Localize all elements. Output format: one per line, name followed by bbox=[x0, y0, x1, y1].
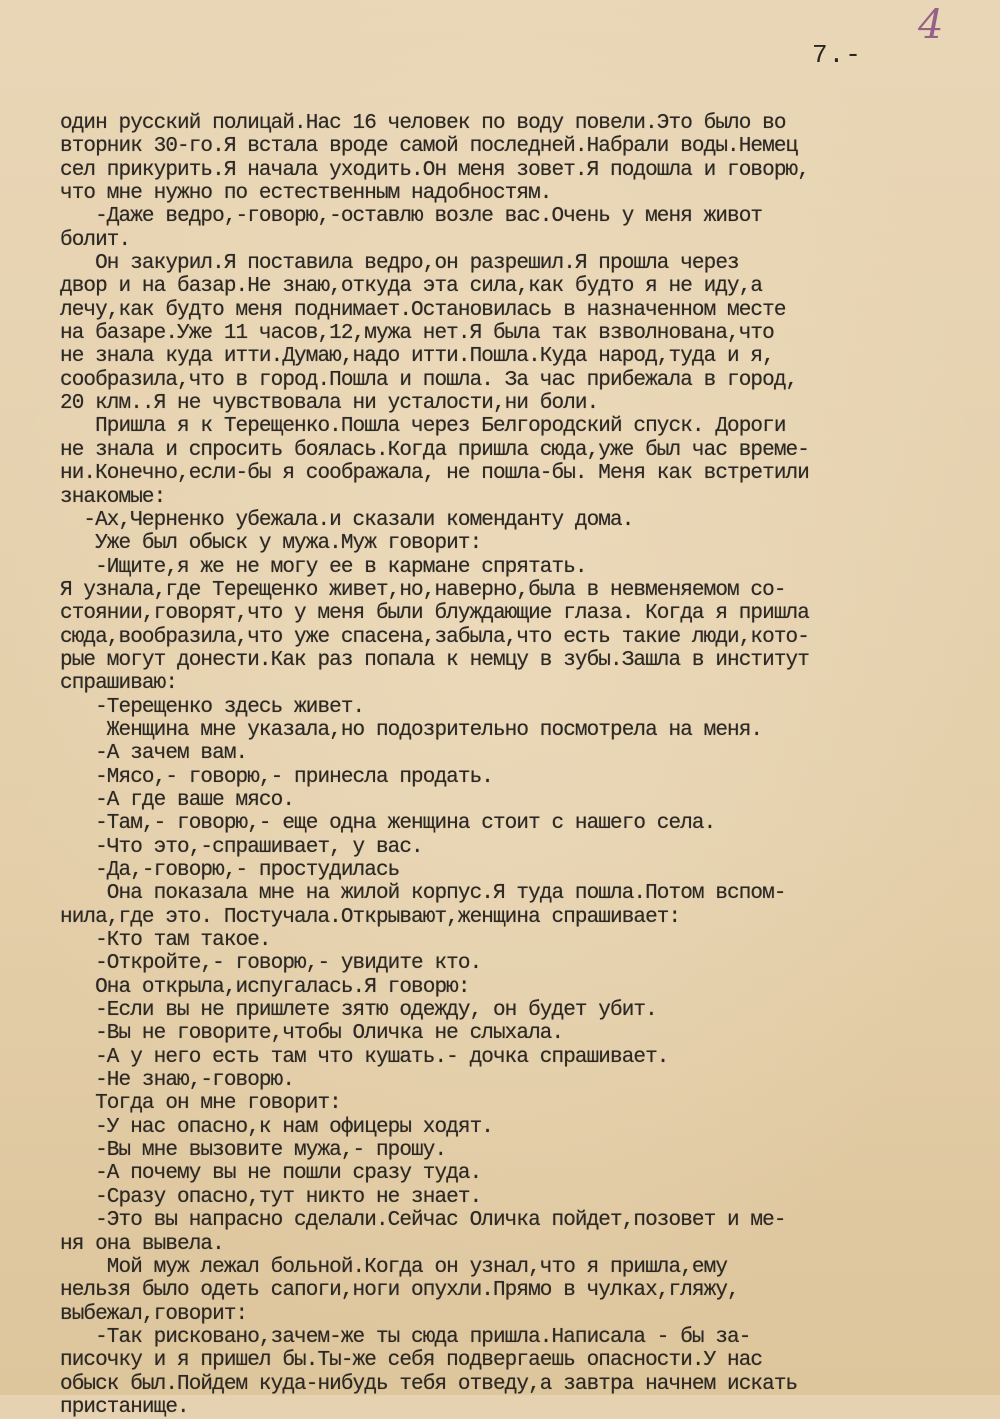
text-line: знакомые: bbox=[60, 485, 166, 509]
text-line: сообразила,что в город.Пошла и пошла. За час прибежала в город, bbox=[60, 368, 798, 392]
text-line: Мой муж лежал больной.Когда он узнал,что я пришла,ему bbox=[60, 1255, 728, 1279]
text-line: -А где ваше мясо. bbox=[60, 788, 295, 812]
text-line: -У нас опасно,к нам офицеры ходят. bbox=[60, 1115, 493, 1139]
text-line: -Сразу опасно,тут никто не знает. bbox=[60, 1185, 482, 1209]
text-line: -Там,- говорю,- еще одна женщина стоит с нашего села. bbox=[60, 812, 716, 836]
text-line: сюда,вообразила,что уже спасена,забыла,что есть такие люди,кото- bbox=[60, 625, 809, 649]
text-line: -Ищите,я же не могу ее в кармане спрятать. bbox=[60, 555, 587, 579]
text-line: -Откройте,- говорю,- увидите кто. bbox=[60, 952, 482, 976]
text-line: Женщина мне указала,но подозрительно посмотрела на меня. bbox=[60, 718, 763, 742]
text-line: -Что это,-спрашивает, у вас. bbox=[60, 835, 423, 859]
text-line: Он закурил.Я поставила ведро,он разрешил.Я прошла через bbox=[60, 252, 739, 276]
text-line: -Мясо,- говорю,- принесла продать. bbox=[60, 765, 493, 789]
text-line: -Это вы напрасно сделали.Сейчас Оличка пойдет,позовет и ме- bbox=[60, 1209, 786, 1233]
page-number: 7.- bbox=[812, 40, 862, 70]
body-text bbox=[60, 112, 995, 1419]
text-line: спрашиваю: bbox=[60, 672, 178, 696]
text-line: обыск был.Пойдем куда-нибудь тебя отведу,а завтра начнем искать bbox=[60, 1372, 798, 1396]
text-line: -Ах,Черненко убежала.и сказали коменданту дома. bbox=[60, 508, 634, 532]
text-line: Она показала мне на жилой корпус.Я туда пошла.Потом вспом- bbox=[60, 882, 786, 906]
text-line: рые могут донести.Как раз попала к немцу в зубы.Зашла в институт bbox=[60, 648, 809, 672]
text-line: один русский полицай.Нас 16 человек по воду повели.Это было во bbox=[60, 112, 786, 135]
text-line: двор и на базар.Не знаю,откуда эта сила,как будто я не иду,а bbox=[60, 275, 763, 299]
text-line: Пришла я к Терещенко.Пошла через Белгородский спуск. Дороги bbox=[60, 415, 786, 439]
text-line: сел прикурить.Я начала уходить.Он меня зовет.Я подошла и говорю, bbox=[60, 158, 809, 182]
text-line: не знала куда итти.Думаю,надо итти.Пошла.Куда народ,туда и я, bbox=[60, 345, 774, 369]
text-line: стоянии,говорят,что у меня были блуждающие глаза. Когда я пришла bbox=[60, 602, 809, 626]
text-line: нельзя было одеть сапоги,ноги опухли.Прямо в чулках,гляжу, bbox=[60, 1279, 739, 1303]
text-line: пристанище. bbox=[60, 1395, 189, 1419]
text-line: Я узнала,где Терещенко живет,но,наверно,была в невменяемом со- bbox=[60, 578, 786, 602]
text-line: 20 клм..Я не чувствовала ни усталости,ни боли. bbox=[60, 392, 599, 416]
text-line: ни.Конечно,если-бы я соображала, не пошла-бы. Меня как встретили bbox=[60, 462, 809, 486]
text-line: выбежал,говорит: bbox=[60, 1302, 248, 1326]
text-line: болит. bbox=[60, 228, 131, 252]
text-line: на базаре.Уже 11 часов,12,мужа нет.Я была так взволнована,что bbox=[60, 322, 774, 346]
text-line: писочку и я пришел бы.Ты-же себя подвергаешь опасности.У нас bbox=[60, 1349, 763, 1373]
text-line: нила,где это. Постучала.Открывают,женщина спрашивает: bbox=[60, 905, 681, 929]
text-line: -Да,-говорю,- простудилась bbox=[60, 859, 400, 882]
text-line: Тогда он мне говорит: bbox=[60, 1092, 341, 1116]
text-line: -А у него есть там что кушать.- дочка спрашивает. bbox=[60, 1045, 669, 1069]
text-line: не знала и спросить боялась.Когда пришла сюда,уже был час време- bbox=[60, 438, 809, 462]
text-line: ня она вывела. bbox=[60, 1232, 224, 1256]
text-line: -Вы не говорите,чтобы Оличка не слыхала. bbox=[60, 1022, 564, 1046]
text-line: Уже был обыск у мужа.Муж говорит: bbox=[60, 532, 482, 556]
text-line: -Так рисковано,зачем-же ты сюда пришла.Написала - бы за- bbox=[60, 1325, 751, 1349]
text-line: -Вы мне вызовите мужа,- прошу. bbox=[60, 1139, 447, 1163]
text-line: -А зачем вам. bbox=[60, 742, 248, 766]
text-line: -Терещенко здесь живет. bbox=[60, 695, 365, 719]
handwritten-folio-number: 4 bbox=[918, 2, 944, 48]
text-line: лечу,как будто меня поднимает.Остановилась в назначенном месте bbox=[60, 298, 786, 322]
text-line: -Не знаю,-говорю. bbox=[60, 1069, 295, 1093]
text-line: Она открыла,испугалась.Я говорю: bbox=[60, 975, 470, 999]
text-line: -Даже ведро,-говорю,-оставлю возле вас.Очень у меня живот bbox=[60, 205, 763, 229]
text-line: вторник 30-го.Я встала вроде самой последней.Набрали воды.Немец bbox=[60, 135, 798, 159]
text-line: -Кто там такое. bbox=[60, 929, 271, 953]
text-line: что мне нужно по естественным надобностям. bbox=[60, 182, 552, 206]
text-line: -А почему вы не пошли сразу туда. bbox=[60, 1162, 482, 1186]
text-line: -Если вы не пришлете зятю одежду, он будет убит. bbox=[60, 999, 657, 1023]
